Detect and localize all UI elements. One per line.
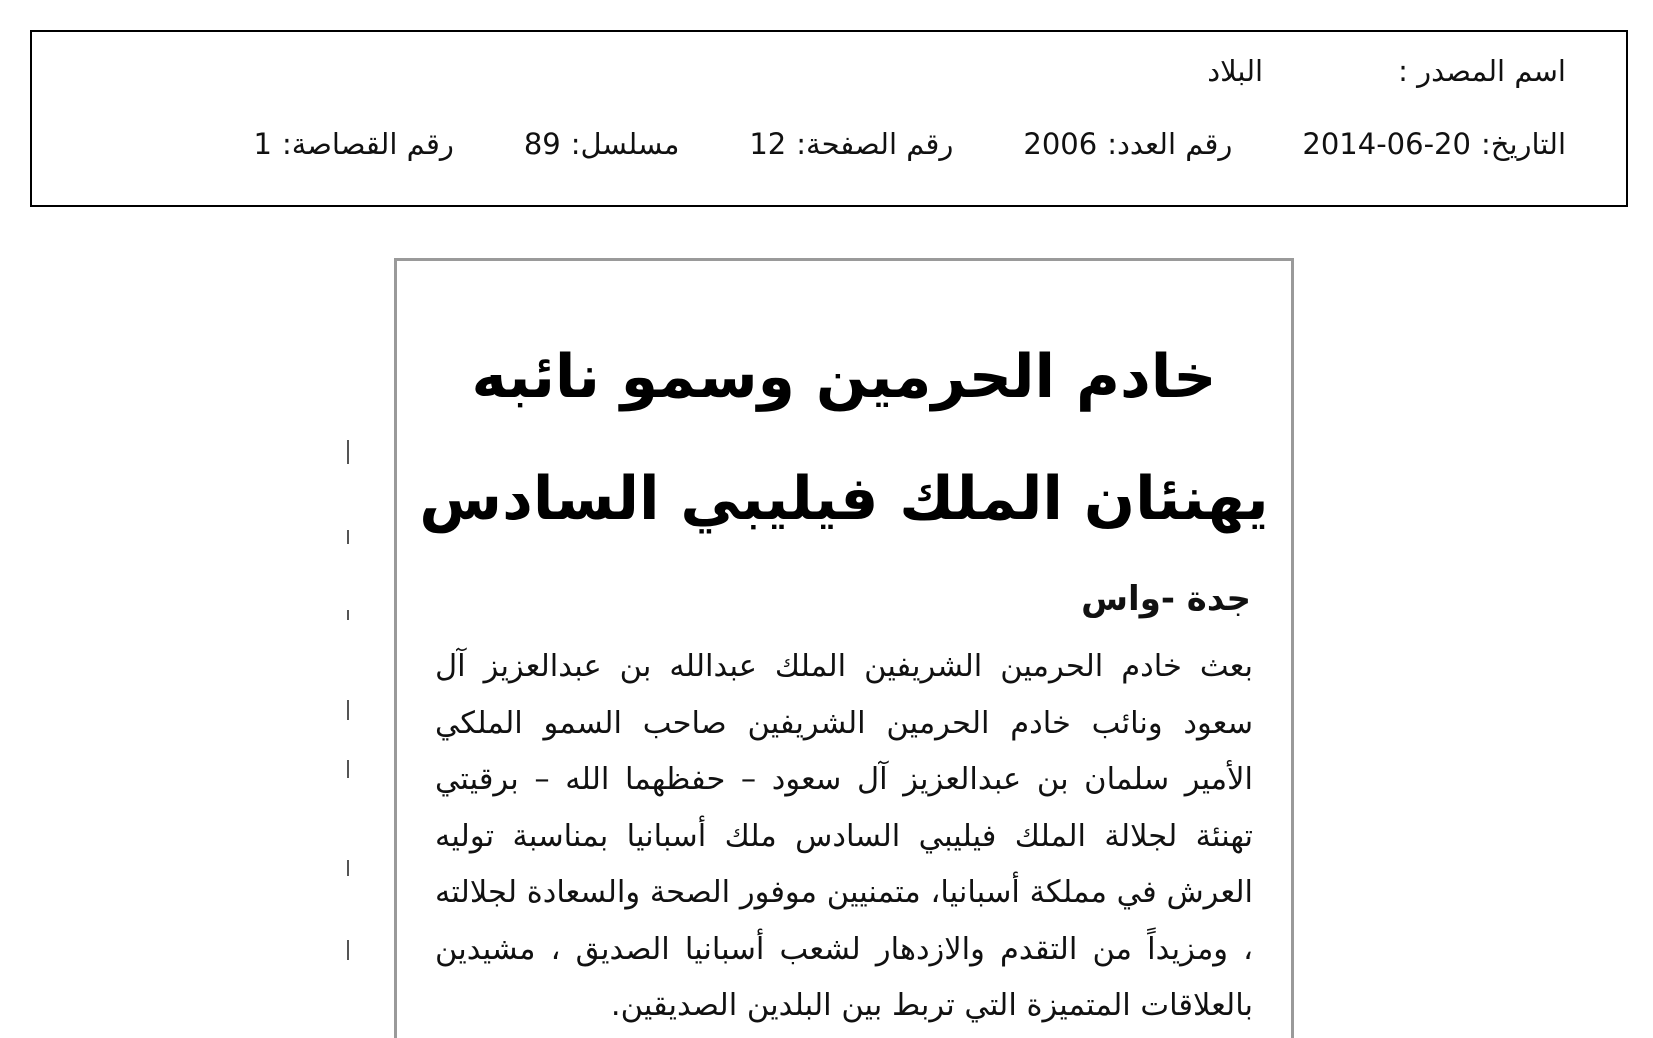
- page-field: [749, 127, 953, 161]
- article-headline: [397, 316, 1291, 560]
- serial-field: [524, 127, 680, 161]
- headline-line-2: يهنئان الملك فيليبي السادس: [419, 464, 1269, 534]
- serial-value: 89: [523, 127, 561, 161]
- newspaper-clipping: [394, 258, 1294, 1038]
- issue-field: [1023, 127, 1232, 161]
- details-row: [92, 127, 1566, 161]
- clip-field: [254, 127, 454, 161]
- issue-value: 2006: [1023, 127, 1098, 161]
- scan-edge-marks: [347, 440, 351, 1020]
- date-field: [1302, 127, 1566, 161]
- source-label: اسم المصدر :: [1398, 54, 1566, 88]
- page-value: 12: [749, 127, 787, 161]
- clip-value: 1: [253, 127, 272, 161]
- page-label: رقم الصفحة:: [796, 127, 954, 161]
- source-row: [92, 54, 1566, 88]
- source-field: [1207, 54, 1566, 88]
- serial-label: مسلسل:: [570, 127, 680, 161]
- date-label: التاريخ:: [1480, 127, 1566, 161]
- date-value: 2014-06-20: [1302, 127, 1471, 161]
- clip-label: رقم القصاصة:: [281, 127, 454, 161]
- source-info-box: [30, 30, 1628, 207]
- source-value: البلاد: [1207, 54, 1264, 88]
- article-dateline: جدة -واس: [1081, 579, 1251, 619]
- article-body: بعث خادم الحرمين الشريفين الملك عبدالله بن عبدالعزيز آل سعود ونائب خادم الحرمين الشريفين صاحب السمو الملكي الأمير سلمان بن عبدالعزيز آل سعود – حفظهما الله – برقيتي تهنئة لجلالة الملك فيليبي السادس ملك أسبانيا بمناسبة توليه العرش في مملكة أسبانيا، متمنيين موفور الصحة والسعادة لجلالته ، ومزيداً من التقدم والازدهار لشعب أسبانيا الصديق ، مشيدين بالعلاقات المتميزة التي تربط بين البلدين الصديقين.: [435, 649, 1253, 1023]
- issue-label: رقم العدد:: [1107, 127, 1233, 161]
- headline-line-1: خادم الحرمين وسمو نائبه: [471, 342, 1217, 412]
